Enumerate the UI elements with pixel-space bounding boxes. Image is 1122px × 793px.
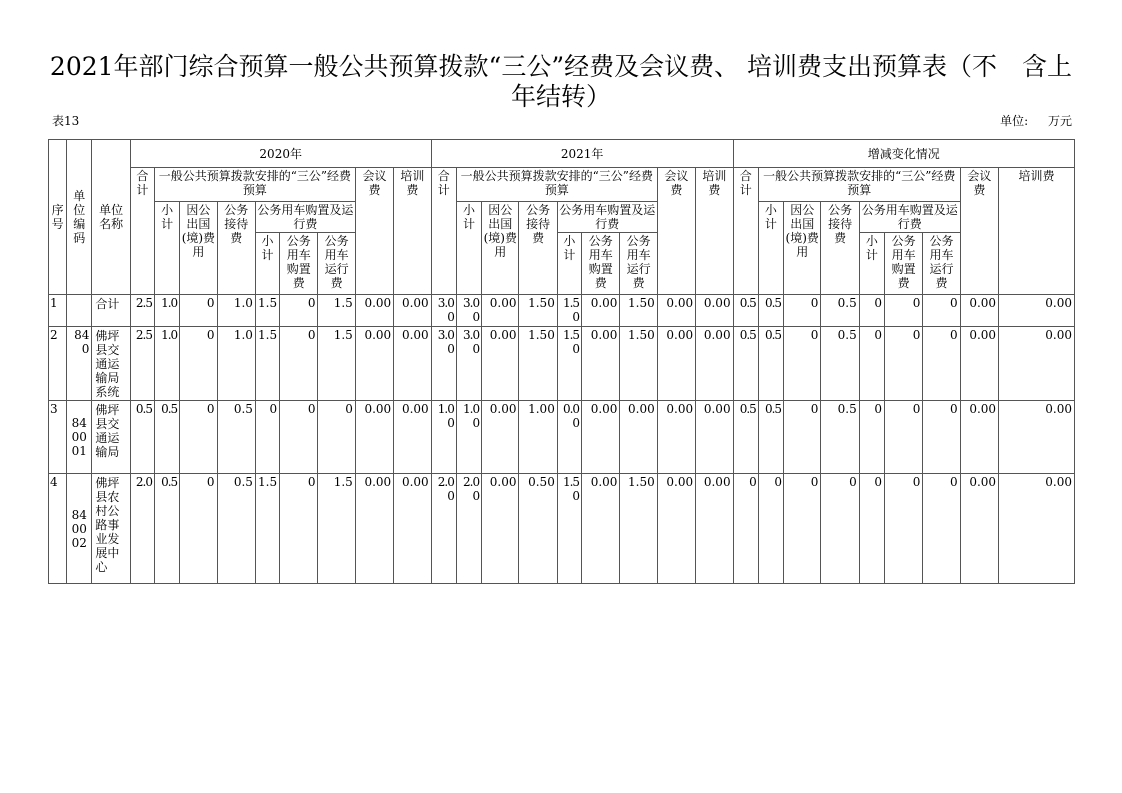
cell-value: 0.00: [355, 401, 393, 474]
cell-value: 0.00: [657, 327, 695, 401]
col-2021-abroad: 因公出国(境)费用: [482, 202, 519, 295]
cell-seq: 1: [49, 295, 67, 327]
col-2020-reception: 公务接待费: [217, 202, 255, 295]
cell-value: 1.00: [519, 401, 557, 474]
cell-value: 0.00: [696, 401, 733, 474]
cell-value: 0: [280, 327, 318, 401]
cell-value: 0: [318, 401, 355, 474]
table-body: [49, 295, 1075, 584]
col-2021-veh-run: 公务用车运行费: [620, 233, 657, 295]
cell-value: 0.00: [582, 327, 620, 401]
cell-value: 0.00: [482, 327, 519, 401]
col-change-reception: 公务接待费: [821, 202, 859, 295]
table-number: 表13: [52, 114, 80, 128]
col-change-training: 培训费: [999, 168, 1075, 295]
cell-value: 0.00: [482, 295, 519, 327]
col-unit-name: 单位名称: [92, 140, 130, 295]
cell-value: 0.00: [657, 401, 695, 474]
cell-value: 0: [884, 295, 922, 327]
cell-value: 0.00: [355, 327, 393, 401]
cell-value: 1.5: [255, 474, 279, 584]
cell-unit-name: 佛坪县交通运输局: [92, 401, 130, 474]
page-title: 2021年部门综合预算一般公共预算拨款“三公”经费及会议费、 培训费支出预算表（不 含上年结转）: [49, 52, 1073, 111]
table-row: [49, 295, 1075, 327]
col-change-veh-sub: 小计: [859, 233, 884, 295]
cell-value: 0.00: [999, 295, 1075, 327]
table-row: [49, 401, 1075, 474]
cell-value: 0: [859, 474, 884, 584]
cell-value: 1.50: [620, 327, 657, 401]
col-2020-training: 培训费: [394, 168, 431, 295]
cell-value: 1.00: [431, 401, 456, 474]
col-2020-total: 合计: [130, 168, 154, 295]
cell-value: 1.5: [255, 295, 279, 327]
cell-unit-name: 佛坪县农村公路事业发展中心: [92, 474, 130, 584]
col-2021-veh-sub: 小计: [557, 233, 581, 295]
table-row: [49, 327, 1075, 401]
cell-value: 2.00: [431, 474, 456, 584]
cell-value: 0: [733, 474, 758, 584]
cell-value: 0: [784, 327, 821, 401]
cell-value: 0.00: [960, 401, 998, 474]
cell-value: 0.5: [733, 401, 758, 474]
cell-value: 0: [859, 295, 884, 327]
cell-value: 0.00: [657, 474, 695, 584]
cell-value: 0.5: [758, 327, 783, 401]
col-2021-vehicle: 公务用车购置及运行费: [559, 203, 656, 231]
cell-value: 0: [180, 295, 217, 327]
table-row: [49, 474, 1075, 584]
cell-value: 0.00: [999, 474, 1075, 584]
col-2020-veh-run: 公务用车运行费: [318, 233, 355, 295]
cell-value: 0.5: [130, 401, 154, 474]
cell-value: 0: [859, 401, 884, 474]
cell-seq: 3: [49, 401, 67, 474]
col-2021-meeting: 会议费: [657, 168, 695, 295]
cell-value: 0: [255, 401, 279, 474]
cell-value: 0.00: [696, 474, 733, 584]
cell-value: 0: [859, 327, 884, 401]
cell-value: 3.00: [431, 295, 456, 327]
cell-value: 0: [784, 295, 821, 327]
col-2021-reception: 公务接待费: [519, 202, 557, 295]
cell-value: 2.5: [130, 295, 154, 327]
cell-value: 0.00: [557, 401, 581, 474]
group-2020: 2020年: [130, 140, 431, 168]
unit-info: [984, 112, 1072, 129]
cell-value: 0: [884, 401, 922, 474]
cell-value: 0.00: [657, 295, 695, 327]
cell-value: 0.5: [821, 401, 859, 474]
cell-value: 2.0: [130, 474, 154, 584]
cell-value: 0.5: [733, 327, 758, 401]
col-change-abroad: 因公出国(境)费用: [784, 202, 821, 295]
cell-seq: 2: [49, 327, 67, 401]
cell-value: 0.00: [960, 327, 998, 401]
cell-unit-code: 840: [67, 327, 92, 401]
cell-value: 0: [784, 474, 821, 584]
col-change-sangong: 一般公共预算拨款安排的“三公”经费预算: [758, 168, 960, 202]
cell-value: 0.00: [582, 295, 620, 327]
cell-value: 0.00: [582, 474, 620, 584]
cell-value: 3.00: [456, 327, 481, 401]
cell-unit-code: 840001: [67, 401, 92, 474]
cell-value: 0.00: [394, 327, 431, 401]
col-2021-training: 培训费: [696, 168, 733, 295]
cell-value: 0: [280, 401, 318, 474]
cell-value: 0.00: [482, 401, 519, 474]
col-change-veh-buy: 公务用车购置费: [884, 233, 922, 295]
cell-value: 1.50: [620, 295, 657, 327]
cell-unit-name: 佛坪县交通运输局系统: [92, 327, 130, 401]
cell-value: 0.00: [960, 295, 998, 327]
unit-label: 单位:: [1000, 114, 1029, 128]
cell-unit-code: 840002: [67, 474, 92, 584]
cell-value: 1.5: [318, 327, 355, 401]
col-2020-veh-buy: 公务用车购置费: [280, 233, 318, 295]
col-unit-code: 单位编码: [67, 140, 92, 295]
cell-value: 3.00: [431, 327, 456, 401]
cell-value: 0: [180, 327, 217, 401]
cell-value: 0.00: [482, 474, 519, 584]
cell-value: 1.50: [557, 474, 581, 584]
cell-value: 0.5: [821, 295, 859, 327]
col-2021-subtotal: 小计: [456, 202, 481, 295]
cell-value: 0.00: [960, 474, 998, 584]
col-2020-vehicle: 公务用车购置及运行费: [257, 203, 354, 231]
cell-value: 1.0: [217, 327, 255, 401]
cell-value: 0: [884, 327, 922, 401]
cell-value: 0.5: [758, 401, 783, 474]
cell-value: 1.5: [318, 474, 355, 584]
cell-unit-name: 合计: [92, 295, 130, 327]
cell-value: 0.5: [154, 401, 179, 474]
group-change: 增减变化情况: [733, 140, 1074, 168]
cell-seq: 4: [49, 474, 67, 584]
cell-value: 1.50: [519, 295, 557, 327]
col-change-veh-run: 公务用车运行费: [923, 233, 960, 295]
cell-value: 0.00: [696, 295, 733, 327]
cell-value: 0.00: [582, 401, 620, 474]
cell-value: 0.00: [394, 401, 431, 474]
cell-value: 0.00: [394, 474, 431, 584]
cell-value: 1.5: [318, 295, 355, 327]
col-change-subtotal: 小计: [758, 202, 783, 295]
cell-value: 0.5: [217, 401, 255, 474]
cell-value: 0: [280, 295, 318, 327]
cell-value: 3.00: [456, 295, 481, 327]
cell-value: 1.0: [154, 295, 179, 327]
cell-value: 0: [923, 295, 960, 327]
col-seq: 序号: [49, 140, 67, 295]
cell-value: 0: [884, 474, 922, 584]
col-2020-abroad: 因公出国(境)费用: [180, 202, 217, 295]
cell-value: 0: [923, 474, 960, 584]
unit-value: 万元: [1047, 114, 1072, 128]
cell-value: 1.50: [519, 327, 557, 401]
cell-value: 1.5: [255, 327, 279, 401]
cell-value: 0.00: [999, 327, 1075, 401]
cell-value: 0: [923, 327, 960, 401]
col-2021-total: 合计: [431, 168, 456, 295]
col-2020-veh-sub: 小计: [255, 233, 279, 295]
cell-value: 0.00: [355, 474, 393, 584]
cell-value: 0: [180, 474, 217, 584]
group-2021: 2021年: [431, 140, 733, 168]
cell-value: 1.0: [154, 327, 179, 401]
cell-value: 0.5: [733, 295, 758, 327]
cell-value: 1.00: [456, 401, 481, 474]
cell-value: 0.00: [696, 327, 733, 401]
cell-value: 0.00: [999, 401, 1075, 474]
cell-value: 0.00: [394, 295, 431, 327]
col-2021-sangong: 一般公共预算拨款安排的“三公”经费预算: [456, 168, 657, 202]
budget-table: [48, 139, 1075, 584]
cell-value: 0.5: [821, 327, 859, 401]
cell-value: 0.5: [758, 295, 783, 327]
col-2020-subtotal: 小计: [154, 202, 179, 295]
col-2020-sangong: 一般公共预算拨款安排的“三公”经费预算: [154, 168, 355, 202]
col-change-total: 合计: [733, 168, 758, 295]
col-change-vehicle: 公务用车购置及运行费: [859, 202, 960, 233]
cell-value: 1.50: [557, 327, 581, 401]
cell-value: 1.50: [557, 295, 581, 327]
cell-value: 0.00: [620, 401, 657, 474]
col-change-meeting: 会议费: [960, 168, 998, 295]
cell-value: 0: [784, 401, 821, 474]
cell-value: 1.50: [620, 474, 657, 584]
col-2020-meeting: 会议费: [355, 168, 393, 295]
cell-value: 0: [758, 474, 783, 584]
cell-value: 0: [180, 401, 217, 474]
cell-value: 0.5: [217, 474, 255, 584]
cell-value: 2.00: [456, 474, 481, 584]
cell-value: 0: [923, 401, 960, 474]
cell-value: 1.0: [217, 295, 255, 327]
cell-unit-code: [67, 295, 92, 327]
cell-value: 0: [280, 474, 318, 584]
cell-value: 0: [821, 474, 859, 584]
cell-value: 2.5: [130, 327, 154, 401]
cell-value: 0.5: [154, 474, 179, 584]
col-2021-veh-buy: 公务用车购置费: [582, 233, 620, 295]
cell-value: 0.00: [355, 295, 393, 327]
cell-value: 0.50: [519, 474, 557, 584]
